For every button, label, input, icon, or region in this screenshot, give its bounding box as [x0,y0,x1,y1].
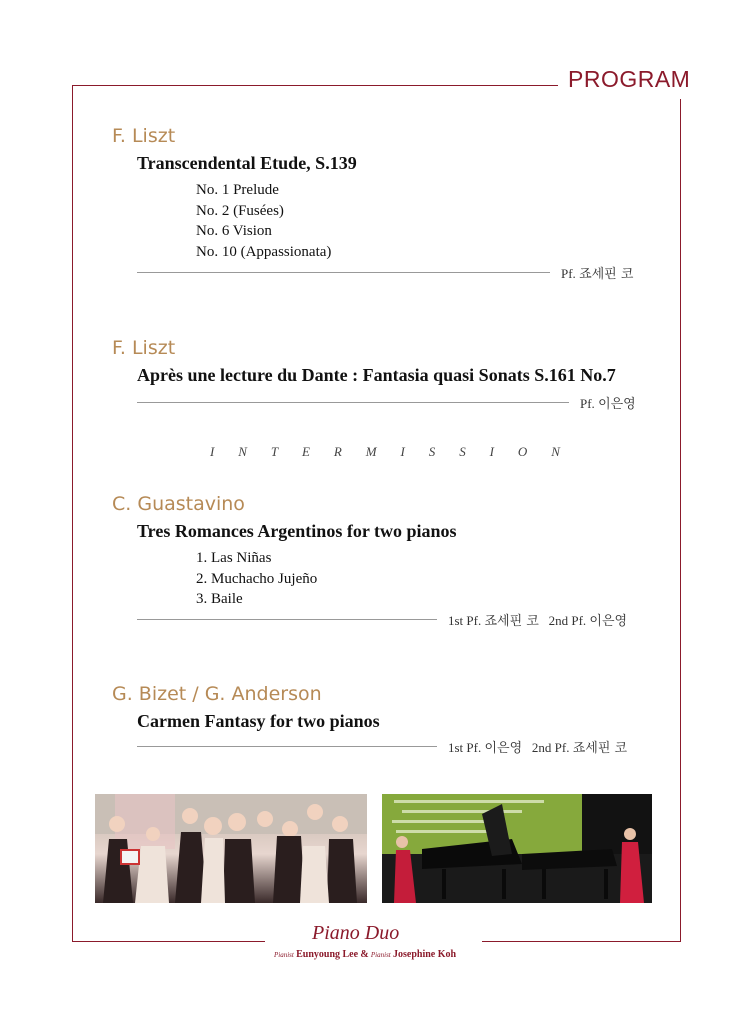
movement-item: No. 2 (Fusées) [196,202,284,219]
concert-photo [382,794,652,903]
pianist-name: Eunyoung Lee [296,949,359,960]
performer-name: 죠세핀 코 [572,741,628,756]
intermission-label [210,444,560,460]
group-photo-illustration [95,794,367,903]
intermission-letter: I [210,444,215,459]
intermission-letter: M [365,444,377,459]
performer-prefix: 1st Pf. [448,740,482,755]
performer-name: 이은영 [589,614,628,629]
movement-item: No. 6 Vision [196,223,272,239]
frame-bottom-left-line [72,941,265,942]
performer-prefix: 2nd Pf. [548,613,587,628]
intermission-letter: S [428,444,436,459]
performer-divider [137,272,550,273]
frame-bottom-right-line [482,941,681,942]
footer-pianists [274,949,456,960]
composer-name: G. Bizet / G. Anderson [112,683,322,705]
page-title: PROGRAM [568,66,691,92]
movement-item: 3. Baile [196,591,243,607]
movement-list [196,180,331,262]
performer-name: 이은영 [598,397,636,412]
pianist-label: Pianist [370,951,391,959]
work-title: Transcendental Etude, S.139 [137,153,357,173]
group-photo [95,794,367,903]
pianist-name: Josephine Koh [393,949,457,960]
performer-credit [580,393,636,412]
movement-item: 1. Las Niñas [196,550,272,566]
ampersand: & [360,949,369,960]
composer-name: F. Liszt [112,337,176,359]
work-title: Après une lecture du Dante : Fantasia quasi Sonats S.161 No.7 [137,365,616,385]
frame-top-line [72,85,558,86]
intermission-letter: N [238,444,247,459]
performer-prefix: 2nd Pf. [531,740,570,755]
performer-prefix: Pf. [580,396,595,411]
movement-item: No. 1 Prelude [196,182,279,198]
intermission-letter: E [302,444,310,459]
intermission-letter: O [517,444,528,459]
pianist-label: Pianist [274,951,294,959]
frame-right-line [680,99,681,941]
intermission-letter: I [489,444,494,459]
performer-prefix: 1st Pf. [448,613,482,628]
movement-list [196,548,317,610]
performer-name: 죠세핀 코 [484,614,539,629]
performer-name: 이은영 [484,741,523,756]
intermission-letter: T [270,444,279,459]
performer-divider [137,619,437,620]
performer-name: 죠세핀 코 [579,267,634,282]
performer-prefix: Pf. [561,266,576,281]
composer-name: C. Guastavino [112,493,245,515]
composer-name: F. Liszt [112,125,176,147]
performer-credit [561,263,633,282]
intermission-letter: N [551,444,560,459]
intermission-letter: R [333,444,342,459]
performer-divider [137,402,569,403]
movement-item: No. 10 (Appassionata) [196,243,332,260]
performer-credit [448,737,627,756]
intermission-letter: S [459,444,466,459]
work-title: Carmen Fantasy for two pianos [137,711,380,731]
intermission-letter: I [400,444,405,459]
frame-left-line [72,85,73,941]
work-title: Tres Romances Argentinos for two pianos [137,521,457,541]
performer-credit [448,610,627,629]
concert-photo-illustration [382,794,652,903]
footer-title: Piano Duo [312,922,400,944]
movement-item: 2. Muchacho Jujeño [196,570,318,587]
performer-divider [137,746,437,747]
